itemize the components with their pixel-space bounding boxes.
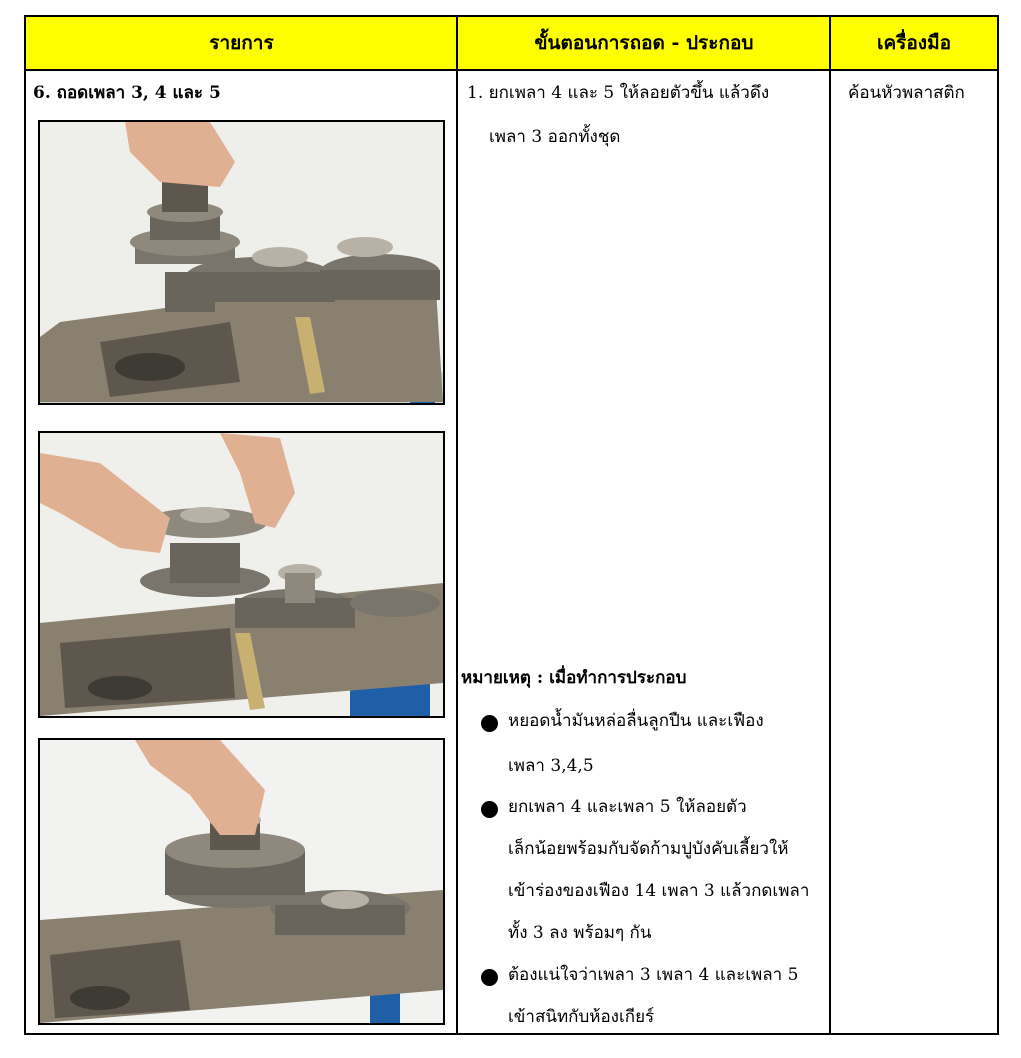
- column-divider-1: [456, 15, 458, 1035]
- table-left-border: [24, 15, 26, 1035]
- tool-plastic-hammer: ค้อนหัวพลาสติก: [848, 83, 965, 103]
- bullet-icon: [481, 715, 498, 732]
- column-divider-2: [829, 15, 831, 1035]
- note-bullet-2-line-3: เข้าร่องของเฟือง 14 เพลา 3 แล้วกดเพลา: [508, 881, 810, 901]
- photo-removing-shaft-3: [38, 431, 445, 718]
- table-top-border: [24, 15, 999, 17]
- note-title: หมายเหตุ : เมื่อทำการประกอบ: [461, 668, 687, 688]
- note-bullet-3-line-2: เข้าสนิทกับห้องเกียร์: [508, 1007, 655, 1027]
- table-bottom-border: [24, 1033, 999, 1035]
- bullet-icon: [481, 969, 498, 986]
- item-title: 6. ถอดเพลา 3, 4 และ 5: [33, 83, 221, 103]
- step-1-line-1: 1. ยกเพลา 4 และ 5 ให้ลอยตัวขึ้น แล้วดึง: [467, 83, 770, 103]
- table-right-border: [997, 15, 999, 1035]
- note-bullet-2-line-4: ทั้ง 3 ลง พร้อมๆ กัน: [508, 923, 652, 943]
- note-bullet-2-line-2: เล็กน้อยพร้อมกับจัดก้ามปูบังคับเลี้ยวให้: [508, 839, 789, 859]
- bullet-icon: [481, 801, 498, 818]
- step-1-line-2: เพลา 3 ออกทั้งชุด: [489, 127, 621, 147]
- note-bullet-1-line-2: เพลา 3,4,5: [508, 756, 594, 776]
- header-tools-label: เครื่องมือ: [876, 32, 952, 54]
- photo-lifting-shafts: [38, 120, 445, 405]
- photo-installing-shafts: [38, 738, 445, 1025]
- note-bullet-3-line-1: ต้องแน่ใจว่าเพลา 3 เพลา 4 และเพลา 5: [508, 965, 799, 985]
- header-cell-item: [26, 17, 457, 69]
- header-procedure-label: ขั้นตอนการถอด - ประกอบ: [534, 32, 754, 54]
- header-cell-procedure: [458, 17, 830, 69]
- note-bullet-2-line-1: ยกเพลา 4 และเพลา 5 ให้ลอยตัว: [508, 797, 747, 817]
- header-item-label: รายการ: [209, 32, 274, 54]
- note-bullet-1-line-1: หยอดน้ำมันหล่อลื่นลูกปืน และเฟือง: [508, 711, 764, 731]
- header-bottom-border: [24, 69, 999, 71]
- header-cell-tools: [831, 17, 997, 69]
